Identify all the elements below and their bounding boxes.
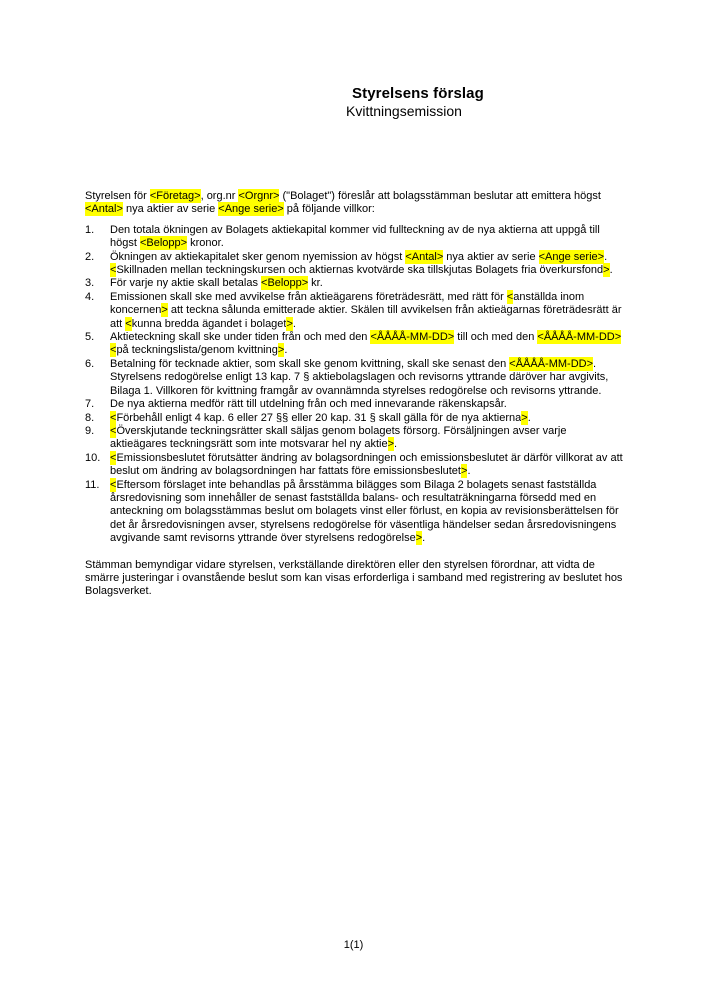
intro-paragraph [85, 190, 626, 217]
placeholder-highlight: < [110, 478, 117, 491]
text-run: att teckna sålunda emitterade aktier. Skälen till avvikelsen från aktieägarnas företrädesrätt är att [110, 304, 622, 330]
list-item [85, 224, 626, 251]
text-run: Emissionsbeslutet förutsätter ändring av bolagsordningen och emissionsbeslutet är därför villkorat av att beslut om ändring av bolagsordningen har fattats före emissionsbeslutet [110, 451, 623, 478]
placeholder-highlight: <Ange serie> [218, 203, 284, 216]
placeholder-highlight: <Antal> [85, 203, 123, 216]
list-item-number: 2. [85, 250, 95, 263]
placeholder-highlight: < [110, 344, 117, 357]
text-run: Överskjutande teckningsrätter skall säljas genom bolagets försorg. Försäljningen avser varje aktieägares teckningsrätt som inte motsvarar hel ny aktie [110, 424, 567, 451]
list-item-text [110, 398, 626, 411]
text-run: . [609, 264, 613, 277]
placeholder-highlight: > [521, 411, 528, 424]
list-item [85, 331, 626, 358]
text-run: Stämman bemyndigar vidare styrelsen, verkställande direktören eller den styrelsen förordnar, att vidta de smärre justeringar i ovanstående beslut som kan visas erforderliga i samband med registrering av beslutet hos Bolagsverket. [85, 558, 623, 598]
text-run: . [284, 344, 288, 357]
text-run: på följande villkor: [283, 203, 375, 216]
text-run: på teckningslista/genom kvittning [116, 344, 278, 357]
text-run: . [292, 317, 296, 330]
text-run: . [394, 438, 398, 451]
placeholder-highlight: > [387, 438, 395, 451]
list-item-text [110, 358, 626, 398]
text-run: anställda inom koncernen [110, 290, 585, 317]
list-item-text [110, 425, 626, 452]
list-item-number: 7. [85, 398, 95, 411]
placeholder-highlight: < [110, 424, 117, 437]
text-run: nya aktier av serie [122, 203, 219, 216]
text-run: För varje ny aktie skall betalas [110, 277, 262, 290]
placeholder-highlight: <ÅÅÅÅ-MM-DD> [509, 357, 594, 370]
placeholder-highlight: <ÅÅÅÅ-MM-DD> [537, 331, 622, 344]
list-item [85, 277, 626, 290]
list-item-text [110, 251, 626, 278]
list-item-number: 11. [85, 478, 100, 491]
list-item [85, 291, 626, 331]
document-title: Styrelsens förslag [352, 85, 484, 102]
text-run: ("Bolaget") föreslår att bolagsstämman beslutar att emittera högst [279, 190, 601, 202]
text-run: kronor. [187, 237, 224, 250]
list-item [85, 251, 626, 278]
list-item-number: 6. [85, 357, 95, 370]
placeholder-highlight: <Antal> [405, 250, 444, 263]
list-item-number: 3. [85, 277, 95, 290]
placeholder-highlight: < [110, 451, 117, 464]
text-run: Styrelsen för [85, 190, 150, 202]
placeholder-highlight: > [286, 317, 293, 330]
text-run: . [467, 465, 471, 478]
placeholder-highlight: < [125, 317, 132, 330]
text-run: Aktieteckning skall ske under tiden från och med den [110, 331, 371, 344]
list-item [85, 358, 626, 398]
placeholder-highlight: <ÅÅÅÅ-MM-DD> [370, 331, 455, 344]
list-item-text [110, 224, 626, 251]
text-run: Emissionen skall ske med avvikelse från aktieägarens företrädesrätt, med rätt för [110, 290, 507, 303]
list-item-text [110, 331, 626, 358]
list-item-number: 5. [85, 331, 95, 344]
placeholder-highlight: <Företag> [149, 190, 201, 202]
list-item-number: 1. [85, 223, 95, 236]
placeholder-highlight: > [461, 465, 468, 478]
list-item-number: 4. [85, 290, 95, 303]
placeholder-highlight: <Ange serie> [538, 250, 605, 263]
placeholder-highlight: <Orgnr> [238, 190, 280, 202]
text-run: Betalning för tecknade aktier, som skall ske genom kvittning, skall ske senast den [110, 357, 510, 370]
placeholder-highlight: > [415, 532, 423, 545]
placeholder-highlight: > [277, 344, 285, 357]
list-item [85, 452, 626, 479]
text-run: Ökningen av aktiekapitalet sker genom nyemission av högst [110, 250, 406, 263]
placeholder-highlight: > [161, 304, 168, 317]
document-body [85, 190, 626, 599]
list-item-text [110, 277, 626, 290]
list-item-text [110, 452, 626, 479]
list-item-text [110, 291, 626, 331]
text-run: Den totala ökningen av Bolagets aktiekapital kommer vid fullteckning av de nya aktierna att uppgå till högst [110, 223, 600, 250]
closing-paragraph [85, 559, 626, 599]
document-subtitle: Kvittningsemission [346, 103, 462, 119]
list-item [85, 425, 626, 452]
list-item [85, 412, 626, 425]
terms-list [85, 224, 626, 546]
text-run: . Styrelsens redogörelse enligt 13 kap. 7 § aktiebolagslagen och revisorns yttrande däröver har avgivits, Bilaga 1. Villkoren för kvittning framgår av ovannämnda styrelses redogörelse och revisorns yttrande. [110, 357, 609, 397]
text-run: . [604, 250, 608, 263]
text-run: kunna bredda ägandet i bolaget [131, 317, 287, 330]
placeholder-highlight: < [110, 411, 117, 424]
text-run: Förbehåll enligt 4 kap. 6 eller 27 §§ eller 20 kap. 31 § skall gälla för de nya aktierna [116, 411, 522, 424]
list-item-number: 9. [85, 424, 95, 437]
list-item-text [110, 412, 626, 425]
placeholder-highlight: <Belopp> [261, 277, 309, 290]
text-run: . [422, 532, 426, 545]
text-run: till och med den [454, 331, 538, 344]
text-run: Skillnaden mellan teckningskursen och aktiernas kvotvärde ska tillskjutas Bolagets fria överkursfond [116, 264, 604, 277]
text-run: , org.nr [200, 190, 239, 202]
list-item-number: 10. [85, 451, 101, 464]
list-item [85, 398, 626, 411]
text-run: nya aktier av serie [443, 250, 539, 263]
text-run: Eftersom förslaget inte behandlas på årsstämma bilägges som Bilaga 2 bolagets senast fastställda årsredovisning som innehåller de senast fastställda balans- och resultaträkningarna försedd med en anteckning om bolagsstämmas beslut om bolagets vinst eller förlust, en kopia av revisionsberättelsen för det år årsredovisningen avser, styrelsens redogörelse för väsentliga händelser sedan årsredovisningens avgivande samt revisorns yttrande över styrelsens redogörelse [110, 478, 619, 545]
placeholder-highlight: < [506, 290, 514, 303]
placeholder-highlight: > [603, 264, 610, 277]
text-run: De nya aktierna medför rätt till utdelning från och med innevarande räkenskapsår. [110, 398, 507, 411]
list-item-number: 8. [85, 411, 95, 424]
list-item [85, 479, 626, 546]
placeholder-highlight: < [110, 264, 117, 277]
list-item-text [110, 479, 626, 546]
text-run: kr. [308, 277, 323, 290]
page-number: 1(1) [343, 939, 364, 951]
text-run: . [527, 411, 531, 424]
placeholder-highlight: <Belopp> [139, 237, 188, 250]
